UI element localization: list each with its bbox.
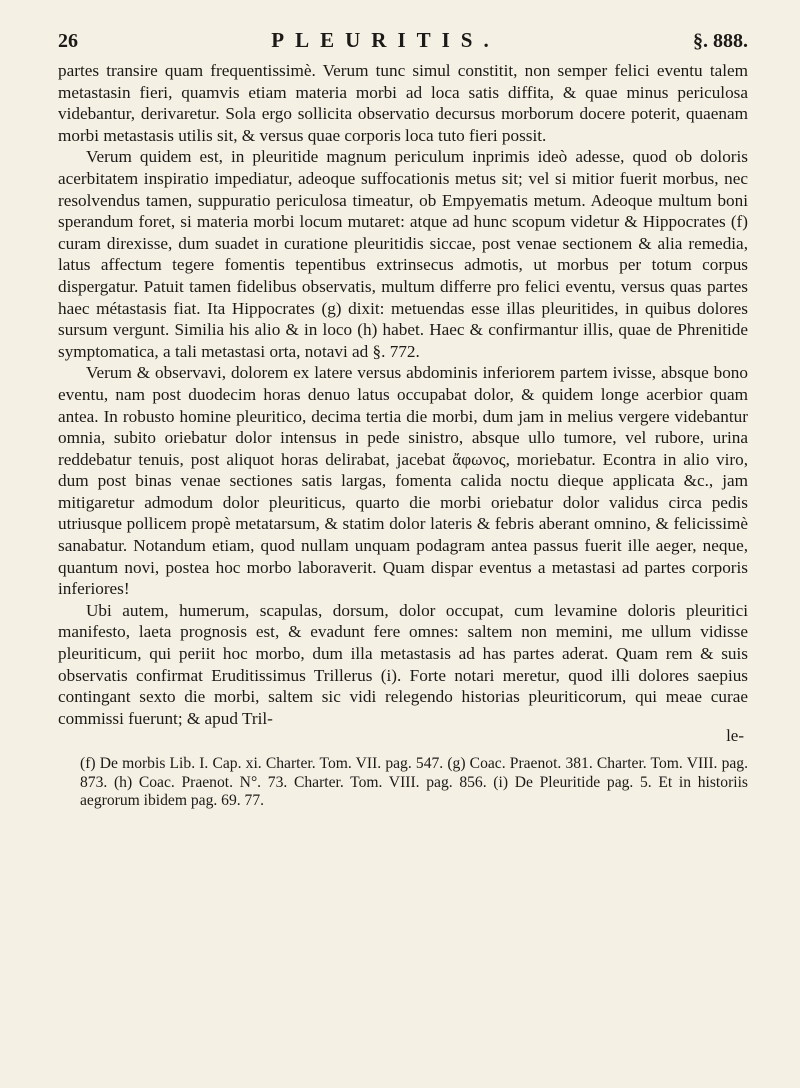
paragraph: Verum quidem est, in pleuritide magnum periculum inprimis ideò adesse, quod ob doloris acerbitatem inspiratio impediatur, adeoque suffocationis metus sit; vel si mitior fuerit morbus, nec resolvendus tamen, suppuratio periculosa timeatur, ob Empyematis metum. Adeoque multum boni sperandum foret, si materia morbi locum mutaret: atque ad hunc scopum videtur & Hippocrates (f) curam direxisse, dum suadet in curatione pleuritidis siccae, post venae sectionem & alia remedia, latus affectum tegere fomentis tepentibus extrinsecus admotis, ut morbus per totum corpus dispergatur. Patuit tamen fidelibus observatis, multum differre pro felici eventu, versus quas partes haec métastasis fiat. Ita Hippocrates (g) dixit: metuendas esse illas pleuritides, in quibus dolores sursum vergunt. Similia his alio & in loco (h) habet. Haec & confirmantur illis, quae de Phrenitide symptomatica, a tali metastasi orta, notavi ad §. 772. [58, 147, 748, 361]
paragraph: Verum & observavi, dolorem ex latere versus abdominis inferiorem partem ivisse, absque bono eventu, nam post duodecim horas denuo latus occupabat dolor, & quidem longe acerbior quam antea. In robusto homine pleuritico, decima tertia die morbi, dum jam in melius vergere videbantur omnia, subito oriebatur dolor intensus in pede sinistro, absque ullo tumore, vel rubore, urina reddebatur tenuis, post aliquot horas delirabat, jacebat ἄφωνος, moriebatur. Econtra in alio viro, dum post binas venae sectiones satis largas, fomenta calida noctu dieque applicata &c., jam mitigaretur admodum dolor pleuriticus, quarto die morbi oriebatur dolor validus circa pedis utriusque pollicem propè metatarsum, & statim dolor lateris & febris aberant omnino, & felicissimè sanabatur. Notandum etiam, quod nullam unquam podagram antea passus fuerit ille aeger, neque, quantum novi, postea hoc morbo laboraverit. Quam dispar eventus a metastasi ad partes corporis inferiores! [58, 363, 748, 599]
footnotes [58, 755, 748, 810]
page-number: 26 [58, 30, 78, 52]
footnote: (f) De morbis Lib. I. Cap. xi. Charter. Tom. VII. pag. 547. (g) Coac. Praenot. 381. Charter. Tom. VIII. pag. 873. (h) Coac. Praenot. N°. 73. Charter. Tom. VIII. pag. 856. (i) De Pleuritide pag. 5. Et in historiis aegrorum ibidem pag. 69. 77. [80, 755, 748, 809]
catchword: le- [726, 726, 744, 746]
main-text [58, 60, 748, 745]
running-header [58, 28, 748, 58]
section-number: §. 888. [692, 30, 748, 52]
running-title: PLEURITIS. [271, 28, 500, 52]
paragraph: partes transire quam frequentissimè. Verum tunc simul constitit, non semper felici eventu talem metastasin fieri, quamvis etiam materia morbi ad loca satis diffita, & quae minus periculosa videbantur, derivaretur. Sola ergo sollicita observatio decursus morborum docere poterit, quaenam morbi metastasis utilis sit, & versus quae corporis loca tuto fieri possit. [58, 61, 748, 145]
paragraph: Ubi autem, humerum, scapulas, dorsum, dolor occupat, cum levamine doloris pleuritici manifesto, laeta prognosis est, & evadunt fere omnes: saltem non memini, me ullum vidisse pleuriticum, qui periit hoc morbo, dum illa metastasis ad has partes aderat. Quam rem & suis observatis confirmat Eruditissimus Trillerus (i). Forte notari meretur, quod illi dolores saepius contingant sexto die morbi, saltem sic vidi relegendo historias pleuriticorum, qui meae curae commissi fuerunt; & apud Tril- [58, 600, 748, 728]
